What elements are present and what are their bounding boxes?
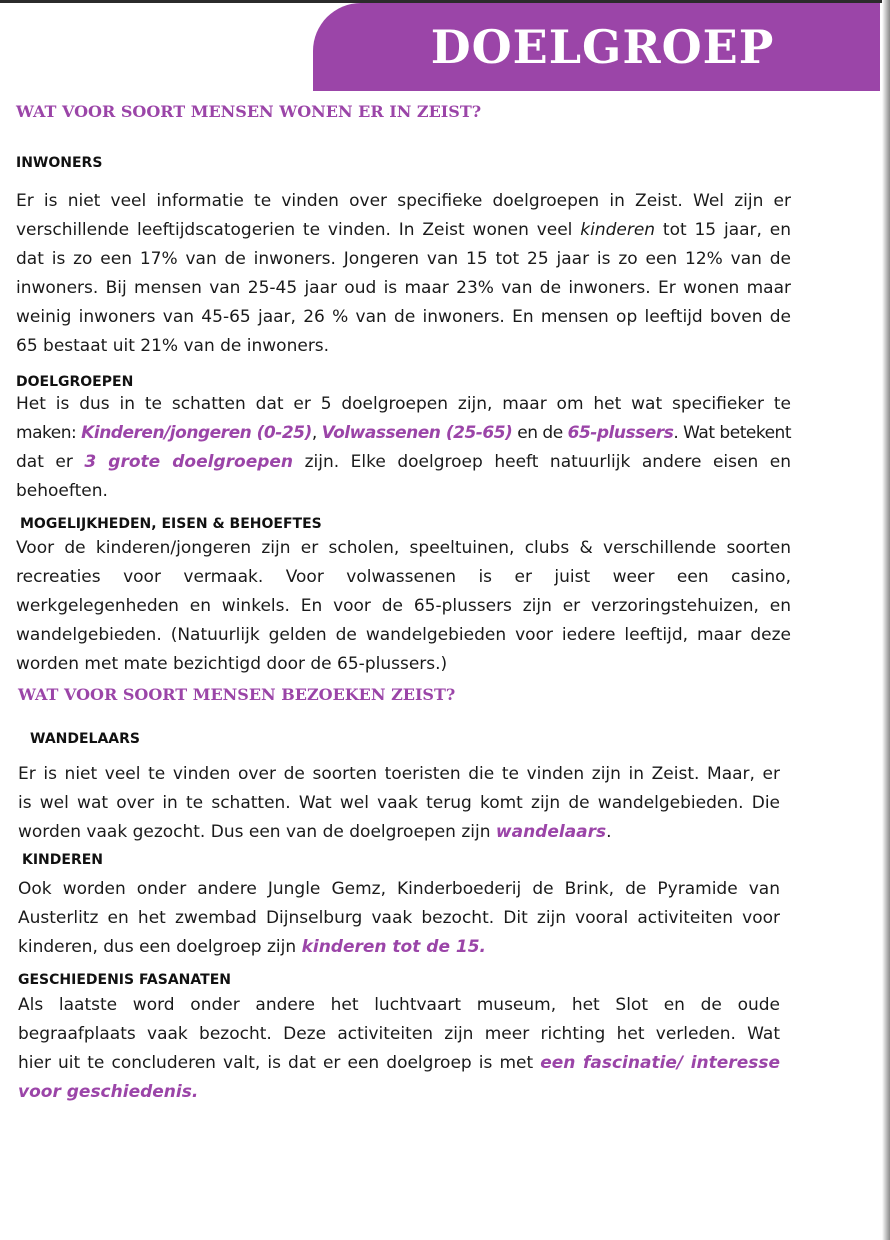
text-line: is wel wat over in te schatten. Wat wel vaak terug komt zijn de wandelgebieden. Die: [18, 793, 780, 813]
highlight-kinderen-tot-15: kinderen tot de 15.: [301, 937, 487, 957]
emphasis-kinderen: kinderen: [580, 220, 656, 240]
text-line: hier uit te concluderen valt, is dat er een doelgroep is met een fascinatie/ interesse: [18, 1053, 780, 1073]
text-line: recreaties voor vermaak. Voor volwassenen is er juist weer een casino,: [16, 567, 791, 587]
text-line: 65 bestaat uit 21% van de inwoners.: [16, 336, 330, 356]
text-line: dat er 3 grote doelgroepen zijn. Elke doelgroep heeft natuurlijk andere eisen en: [16, 452, 791, 472]
heading-kinderen: KINDEREN: [22, 852, 104, 868]
page-title: DOELGROEP: [430, 20, 775, 74]
text-line: Ook worden onder andere Jungle Gemz, Kinderboederij de Brink, de Pyramide van: [18, 879, 780, 899]
text-line: Als laatste word onder andere het luchtvaart museum, het Slot en de oude: [18, 995, 780, 1015]
highlight-wandelaars: wandelaars: [495, 822, 607, 842]
text-line: weinig inwoners van 45-65 jaar, 26 % van de inwoners. En mensen op leeftijd boven de: [16, 307, 791, 327]
text-line: dat is zo een 17% van de inwoners. Jongeren van 15 tot 25 jaar is zo een 12% van de: [16, 249, 791, 269]
highlight-fascinatie: een fascinatie/ interesse: [540, 1053, 780, 1073]
heading-doelgroepen: DOELGROEPEN: [16, 374, 134, 390]
text-line: Er is niet veel informatie te vinden over specifieke doelgroepen in Zeist. Wel zijn er: [16, 191, 791, 211]
highlight-3-grote-doelgroepen: 3 grote doelgroepen: [84, 452, 294, 472]
paragraph-kinderen: [18, 875, 780, 962]
paragraph-geschiedenis: [18, 991, 780, 1107]
text-line: verschillende leeftijdscatogerien te vinden. In Zeist wonen veel kinderen tot 15 jaar, en: [16, 220, 791, 240]
heading-wandelaars: WANDELAARS: [30, 731, 141, 747]
text-line: Austerlitz en het zwembad Dijnselburg vaak bezocht. Dit zijn vooral activiteiten voor: [18, 908, 780, 928]
text-line: wandelgebieden. (Natuurlijk gelden de wandelgebieden voor iedere leeftijd, maar deze: [16, 625, 791, 645]
paragraph-wandelaars: [18, 760, 780, 847]
paragraph-doelgroepen: [16, 390, 791, 506]
highlight-volwassenen: Volwassenen (25-65): [321, 423, 513, 443]
header-banner: [313, 3, 880, 91]
heading-mogelijkheden: MOGELIJKHEDEN, EISEN & BEHOEFTES: [20, 516, 322, 532]
paragraph-inwoners: [16, 187, 791, 361]
highlight-geschiedenis: voor geschiedenis.: [18, 1082, 199, 1102]
text-line: werkgelegenheden en winkels. En voor de 65-plussers zijn er verzoringstehuizen, en: [16, 596, 791, 616]
highlight-kinderen-jongeren: Kinderen/jongeren (0-25): [81, 423, 312, 443]
section-title-residents: WAT VOOR SOORT MENSEN WONEN ER IN ZEIST?: [16, 102, 482, 121]
text-line: worden vaak gezocht. Dus een van de doelgroepen zijn wandelaars.: [18, 822, 612, 842]
paragraph-mogelijkheden: [16, 534, 791, 679]
text-line: begraafplaats vaak bezocht. Deze activiteiten zijn meer richting het verleden. Wat: [18, 1024, 780, 1044]
text-line: worden met mate bezichtigd door de 65-plussers.): [16, 654, 448, 674]
heading-inwoners: INWONERS: [16, 155, 103, 171]
text-line: [18, 1078, 780, 1107]
text-line: Het is dus in te schatten dat er 5 doelgroepen zijn, maar om het wat specifieker te: [16, 394, 791, 414]
page-edge-shadow: [882, 0, 890, 1240]
heading-geschiedenis: GESCHIEDENIS FASANATEN: [18, 972, 231, 988]
text-line: Er is niet veel te vinden over de soorten toeristen die te vinden zijn in Zeist. Maar, er: [18, 764, 780, 784]
text-line: inwoners. Bij mensen van 25-45 jaar oud is maar 23% van de inwoners. Er wonen maar: [16, 278, 791, 298]
text-line: maken: Kinderen/jongeren (0-25), Volwassenen (25-65) en de 65-plussers. Wat betekent: [16, 423, 792, 443]
section-title-visitors: WAT VOOR SOORT MENSEN BEZOEKEN ZEIST?: [18, 685, 456, 704]
highlight-65-plussers: 65-plussers: [567, 423, 674, 443]
text-line: behoeften.: [16, 481, 108, 501]
text-line: Voor de kinderen/jongeren zijn er scholen, speeltuinen, clubs & verschillende soorten: [16, 538, 791, 558]
text-line: kinderen, dus een doelgroep zijn kinderen tot de 15.: [18, 937, 487, 957]
